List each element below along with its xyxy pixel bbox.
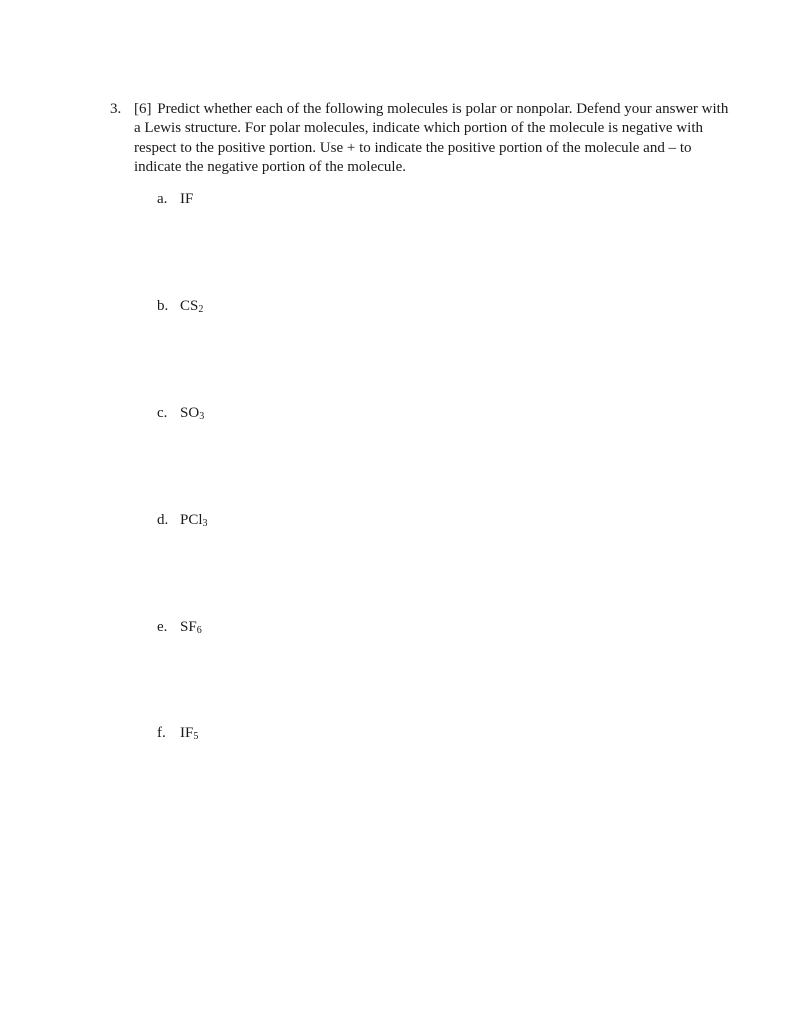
molecule-formula: PCl — [180, 512, 203, 528]
part-f — [157, 724, 198, 746]
molecule-subscript: 2 — [198, 304, 204, 315]
part-letter: a. — [157, 191, 168, 207]
molecule-formula: CS — [180, 298, 199, 314]
question-text: Predict whether each of the following molecules is polar or nonpolar. Defend your answer with a Lewis structure. For polar molecules, indicate which portion of the molecule is negative with respect to the positive portion. Use + to indicate the positive portion of the molecule and – to indicate the negative portion of the molecule. — [134, 101, 729, 176]
molecule-subscript: 3 — [202, 518, 208, 529]
molecule-formula: IF — [180, 191, 194, 207]
part-letter: f. — [157, 725, 166, 741]
molecule-formula: IF — [180, 725, 194, 741]
question-points: [6] — [134, 101, 152, 117]
question-prompt — [134, 100, 730, 178]
part-letter: e. — [157, 619, 168, 635]
part-d — [157, 511, 208, 533]
part-letter: c. — [157, 405, 168, 421]
part-b — [157, 297, 203, 319]
part-a — [157, 190, 193, 212]
question-3 — [110, 100, 730, 178]
part-c — [157, 404, 204, 426]
molecule-subscript: 5 — [193, 731, 199, 742]
part-e — [157, 618, 202, 640]
part-letter: b. — [157, 298, 169, 314]
molecule-formula: SO — [180, 405, 200, 421]
molecule-formula: SF — [180, 619, 197, 635]
part-letter: d. — [157, 512, 169, 528]
molecule-subscript: 3 — [199, 411, 205, 422]
molecule-subscript: 6 — [196, 625, 202, 636]
question-number: 3. — [110, 101, 122, 117]
